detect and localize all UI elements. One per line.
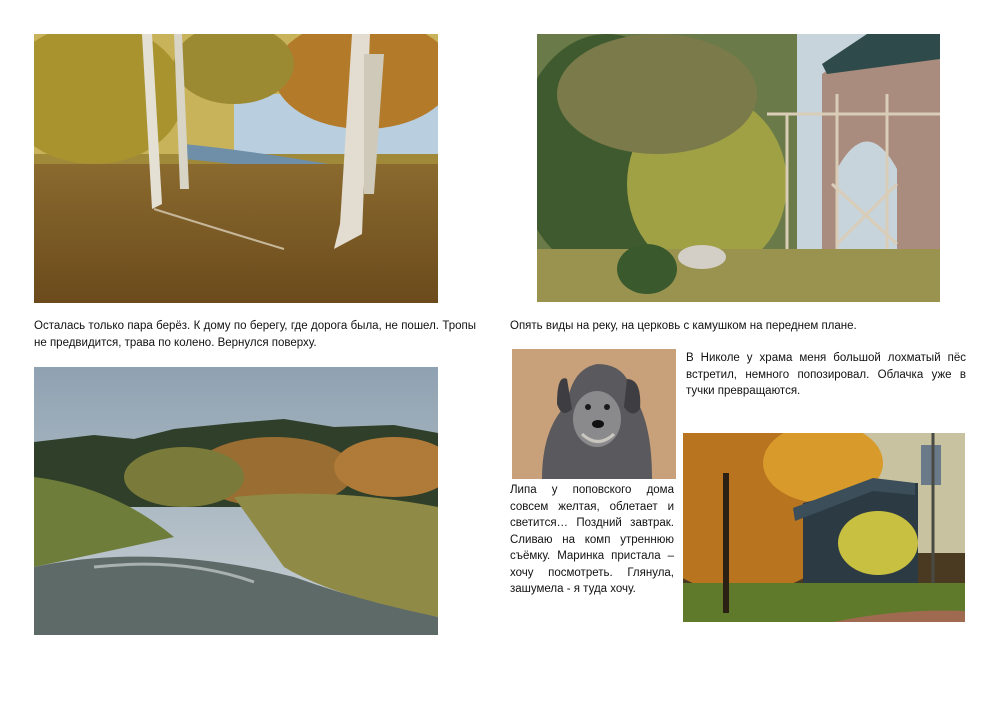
- caption-dog: В Николе у храма меня большой лохматый пёс встретил, немного попозировал. Облачка уже в тучки превращаются.: [686, 352, 966, 397]
- caption-linden: Липа у поповского дома совсем желтая, облетает и светится… Поздний завтрак. Сливаю на комп утреннюю съёмку. Маринка пристала – хочу посмотреть. Глянула, зашумела - я туда хочу.: [510, 484, 674, 595]
- caption-church: Опять виды на реку, на церковь с камушком на переднем плане.: [510, 320, 857, 332]
- photo-church-ruins: [537, 34, 940, 302]
- caption-birches: Осталась только пара берёз. К дому по берегу, где дорога была, не пошел. Тропы не предвидится, трава по колено. Вернулся поверху.: [34, 320, 476, 349]
- photo-linden-house: [683, 433, 965, 622]
- photo-autumn-birches: [34, 34, 438, 303]
- photo-river-landscape: [34, 367, 438, 635]
- photo-shaggy-dog: [512, 349, 676, 479]
